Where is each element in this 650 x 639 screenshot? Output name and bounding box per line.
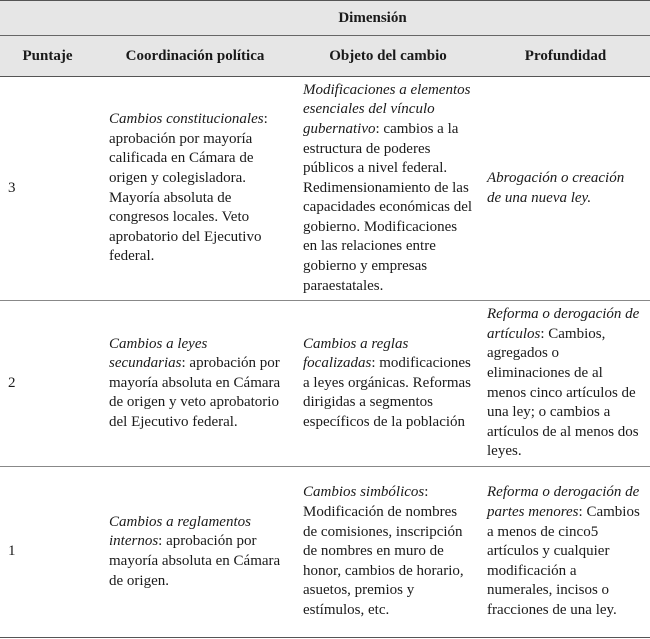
coordination-text: : aprobación por mayoría absoluta en Cámara de origen. <box>109 533 281 589</box>
object-lead: Cambios simbólicos <box>303 484 425 501</box>
coordination-cell <box>95 467 295 638</box>
score-cell: 2 <box>8 374 16 391</box>
header-puntaje: Puntaje <box>0 36 95 77</box>
object-text: : cambios a la estructura de poderes públicos a nivel federal. Redimensionamiento de las capacidades económicas del gobierno. Modificaciones en las relaciones entre gobierno y empresas paraestatales. <box>303 120 473 294</box>
depth-text: : Cambios, agregados o eliminaciones de al menos cinco artículos de una ley; o cambios a artículos de al menos dos leyes. <box>487 325 639 460</box>
coordination-cell <box>95 301 295 467</box>
coordination-lead: Cambios a leyes secundarias <box>109 335 208 372</box>
header-profundidad: Profundidad <box>481 36 650 77</box>
object-text: : Modificación de nombres de comisiones, inscripción de nombres en muro de honor, cambios de horario, asuetos, premios y estímulos, etc. <box>303 484 464 618</box>
coordination-lead: Cambios a reglamentos internos <box>109 513 251 550</box>
depth-lead: Reforma o derogación de partes menores <box>487 484 640 521</box>
header-columns-row <box>0 36 650 77</box>
object-text: : modificaciones a leyes orgánicas. Reformas dirigidas a segmentos específicos de la población <box>303 355 471 430</box>
header-spacer <box>0 1 95 36</box>
depth-cell <box>481 77 650 301</box>
header-dimension: Dimensión <box>95 1 650 36</box>
table-row <box>0 301 650 467</box>
object-lead: Cambios a reglas focalizadas <box>303 335 409 372</box>
depth-lead: Abrogación o creación de una nueva ley. <box>487 169 625 206</box>
object-cell <box>295 467 481 638</box>
depth-cell <box>481 467 650 638</box>
coordination-lead: Cambios constitucionales <box>109 111 264 128</box>
header-coordinacion: Coordinación política <box>95 36 295 77</box>
depth-lead: Reforma o derogación de artículos <box>487 306 640 342</box>
object-cell <box>295 301 481 467</box>
coordination-cell <box>95 77 295 301</box>
depth-cell <box>481 301 650 467</box>
object-lead: Modificaciones a elementos esenciales del vínculo gubernativo <box>303 81 471 137</box>
header-objeto: Objeto del cambio <box>295 36 481 77</box>
table-row <box>0 467 650 638</box>
table-row <box>0 77 650 301</box>
score-cell: 3 <box>8 179 16 196</box>
object-cell <box>295 77 481 301</box>
score-cell: 1 <box>8 543 16 560</box>
header-group-row <box>0 1 650 36</box>
depth-text: : Cambios a menos de cinco5 artículos y cualquier modificación a numerales, incisos o fracciones de una ley. <box>487 504 640 618</box>
coordination-text: : aprobación por mayoría absoluta en Cámara de origen y veto aprobatorio del Ejecutivo federal. <box>109 355 281 430</box>
coordination-text: : aprobación por mayoría calificada en Cámara de origen y colegisladora. Mayoría absoluta de congresos locales. Veto aprobatorio del Ejecutivo federal. <box>109 111 268 265</box>
